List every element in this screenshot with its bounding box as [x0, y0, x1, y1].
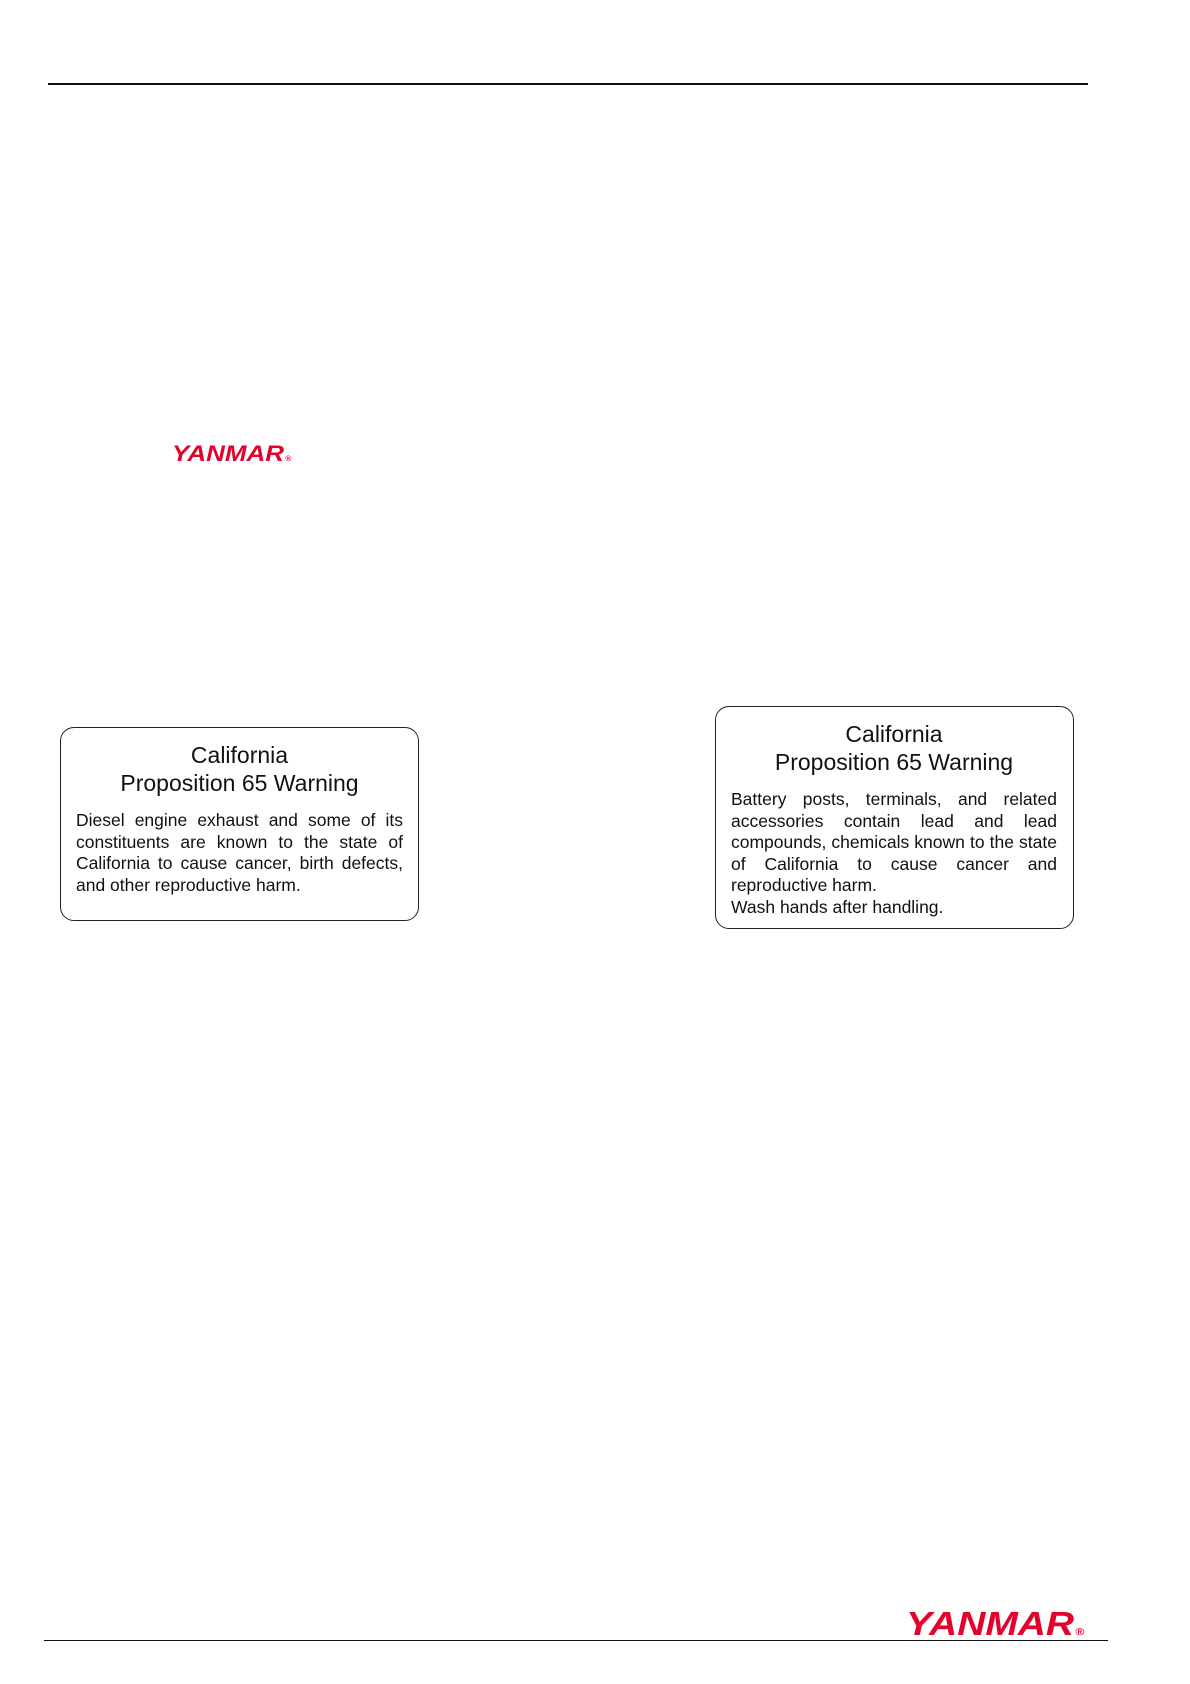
yanmar-logo-top	[172, 443, 291, 465]
warning-title-line2: Proposition 65 Warning	[120, 770, 359, 796]
prop65-warning-exhaust	[60, 727, 419, 921]
logo-text: YANMAR	[172, 441, 285, 466]
yanmar-logo-footer	[906, 1607, 1084, 1640]
warning-title-line1: California	[845, 721, 943, 747]
warning-body: Diesel engine exhaust and some of its constituents are known to the state of California to cause cancer, birth defects, and other reproductive harm.	[76, 810, 403, 895]
warning-title	[731, 720, 1057, 776]
warning-body: Battery posts, terminals, and related accessories contain lead and lead compounds, chemicals known to the state of California to cause cancer and reproductive harm.	[731, 789, 1057, 895]
logo-text: YANMAR	[906, 1605, 1075, 1642]
registered-mark: ®	[1075, 1626, 1085, 1638]
header-rule	[48, 83, 1088, 85]
prop65-warning-battery	[715, 706, 1074, 929]
warning-note: Wash hands after handling.	[731, 896, 944, 917]
warning-title-line1: California	[190, 742, 289, 768]
registered-mark: ®	[285, 456, 292, 463]
warning-title-line2: Proposition 65 Warning	[774, 749, 1014, 775]
warning-title	[76, 741, 403, 797]
